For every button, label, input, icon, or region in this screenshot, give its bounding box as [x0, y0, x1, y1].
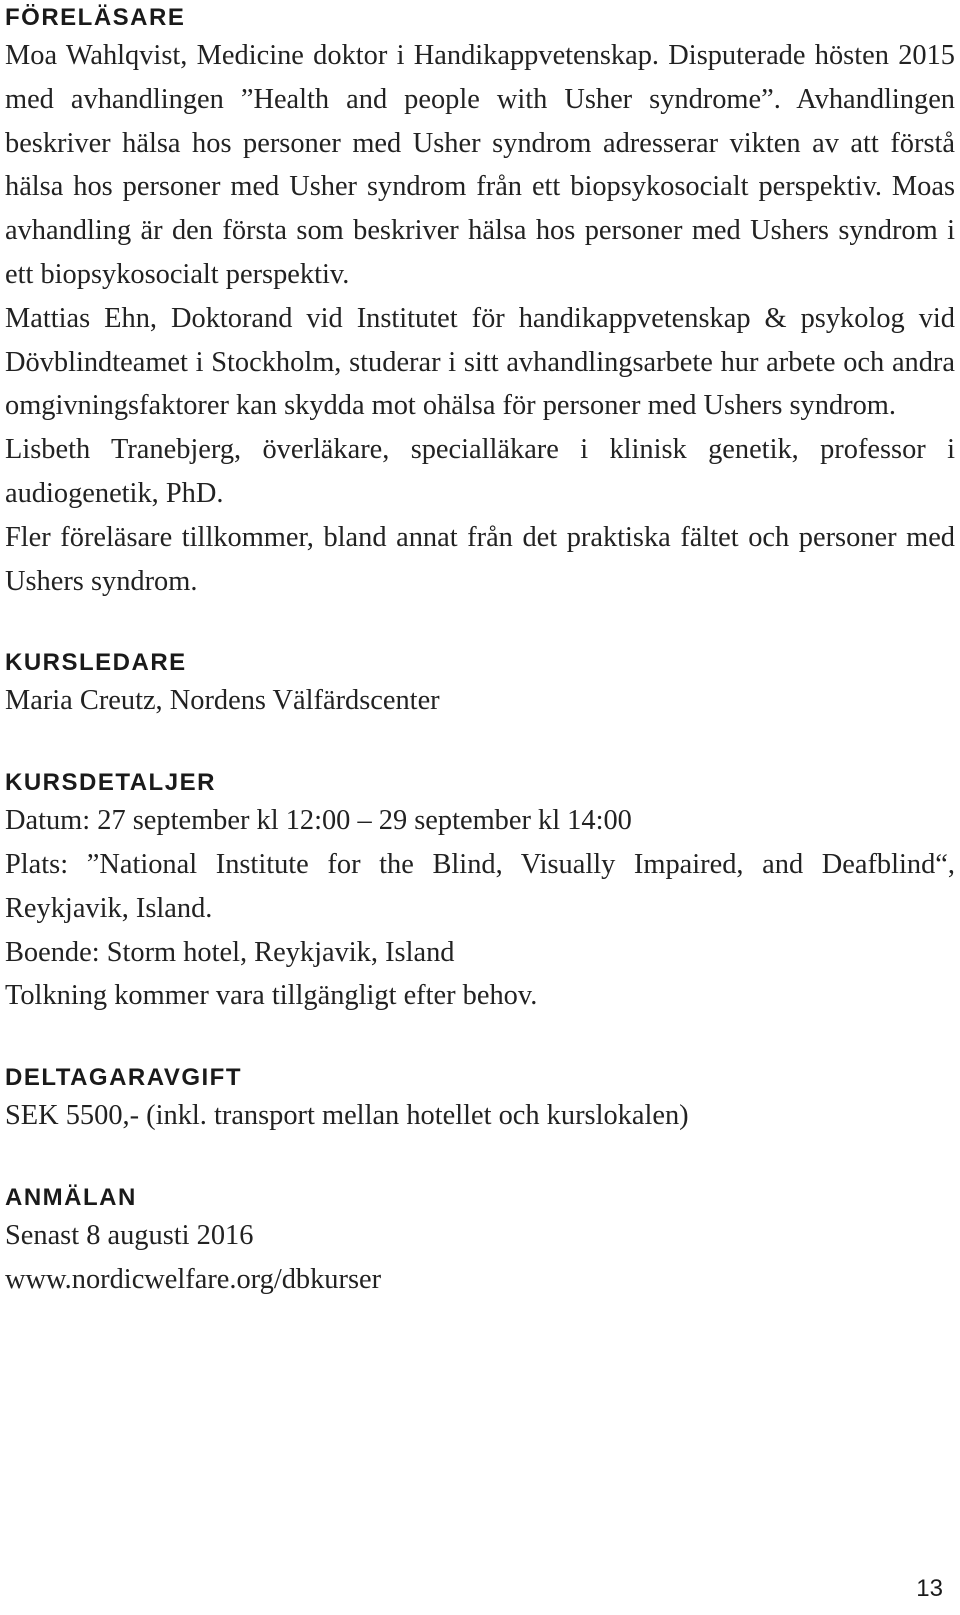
fee-line: SEK 5500,- (inkl. transport mellan hotellet och kurslokalen) — [5, 1100, 689, 1132]
registration-deadline-line: Senast 8 augusti 2016 — [5, 1219, 254, 1251]
course-interpretation-line: Tolkning kommer vara tillgängligt efter behov. — [5, 980, 538, 1012]
section-heading-deltagaravgift: DELTAGARAVGIFT — [5, 1064, 242, 1092]
speaker-paragraph-moa: Moa Wahlqvist, Medicine doktor i Handikappvetenskap. Disputerade hösten 2015 med avhandlingen ”Health and people with Usher syndrome”. Avhandlingen beskriver hälsa hos personer med Usher syndrom adresserar vikten av att förstå hälsa hos personer med Usher syndrom från ett biopsykosocialt perspektiv. Moas avhandling är den första som beskriver hälsa hos personer med Ushers syndrom i ett biopsykosocialt perspektiv. — [5, 40, 955, 290]
course-leader-line: Maria Creutz, Nordens Välfärdscenter — [5, 685, 440, 717]
document-page — [5, 0, 955, 1302]
course-venue-line: Plats: ”National Institute for the Blind, Visually Impaired, and Deafblind“, Reykjavik, Island. — [5, 848, 955, 924]
section-heading-anmalan: ANMÄLAN — [5, 1183, 137, 1211]
section-forelasare — [5, 2, 955, 603]
speaker-paragraph-mattias: Mattias Ehn, Doktorand vid Institutet för handikappvetenskap & psykolog vid Dövblindteamet i Stockholm, studerar i sitt avhandlingsarbete hur arbete och andra omgivningsfaktorer kan skydda mot ohälsa för personer med Ushers syndrom. — [5, 302, 955, 422]
section-deltagaravgift — [5, 1062, 955, 1138]
section-heading-forelasare: FÖRELÄSARE — [5, 4, 186, 31]
course-date-line: Datum: 27 september kl 12:00 – 29 september kl 14:00 — [5, 805, 632, 837]
section-heading-kursdetaljer: KURSDETALJER — [5, 769, 216, 797]
section-kursledare — [5, 647, 955, 723]
section-heading-kursledare: KURSLEDARE — [5, 649, 187, 677]
course-lodging-line: Boende: Storm hotel, Reykjavik, Island — [5, 936, 455, 968]
section-anmalan — [5, 1182, 955, 1302]
section-kursdetaljer — [5, 767, 955, 1018]
page-number: 13 — [916, 1575, 943, 1602]
speaker-paragraph-more: Fler föreläsare tillkommer, bland annat från det praktiska fältet och personer med Ushers syndrom. — [5, 521, 955, 597]
speaker-paragraph-lisbeth: Lisbeth Tranebjerg, överläkare, specialläkare i klinisk genetik, professor i audiogenetik, PhD. — [5, 434, 955, 509]
registration-url: www.nordicwelfare.org/dbkurser — [5, 1263, 382, 1295]
